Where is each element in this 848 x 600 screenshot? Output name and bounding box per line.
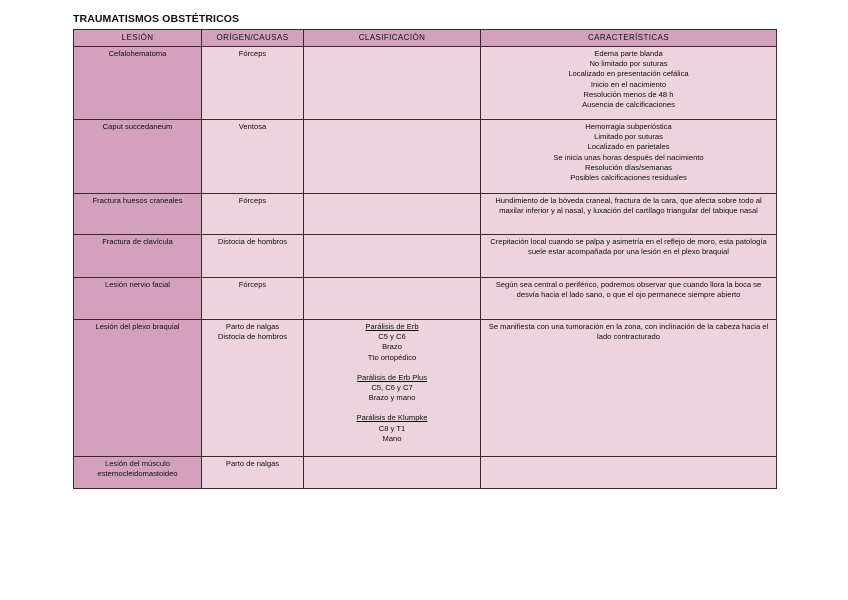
caracteristica-line: Según sea central o periférico, podremos observar que cuando llora la boca se desvía hacia el lado sano, o que el ojo permanece siempre abierto <box>495 280 762 300</box>
cell-caracteristicas <box>481 457 777 489</box>
table-row <box>74 278 777 320</box>
cell-lesion: Fractura huesos craneales <box>74 194 202 235</box>
table-row <box>74 457 777 489</box>
cell-lesion: Lesión nervio facial <box>74 278 202 320</box>
origen-line: Distocia de hombros <box>217 332 288 342</box>
clasificacion-group <box>307 373 477 404</box>
table-row <box>74 194 777 235</box>
caracteristica-line: Edema parte blanda <box>594 49 663 58</box>
clasificacion-item: Brazo y mano <box>368 393 416 403</box>
caracteristica-line: Se inicia unas horas después del nacimiento <box>553 152 704 162</box>
clasificacion-title: Parálisis de Erb <box>365 322 419 331</box>
clasificacion-item: Mano <box>382 433 402 443</box>
table-row <box>74 320 777 457</box>
cell-origen <box>202 320 304 457</box>
cell-caracteristicas <box>481 120 777 194</box>
trauma-table <box>73 29 777 489</box>
cell-clasificacion <box>304 320 481 457</box>
caracteristica-line: Se manifiesta con una tumoración en la zona, con inclinación de la cabeza hacia el lado contracturado <box>488 322 769 342</box>
origen-line: Fórceps <box>238 280 267 289</box>
clasificacion-item: C5, C6 y C7 <box>371 383 413 393</box>
cell-clasificacion <box>304 194 481 235</box>
cell-caracteristicas <box>481 47 777 120</box>
caracteristica-line: Localizado en presentación cefálica <box>568 69 689 79</box>
caracteristica-line: Limitado por suturas <box>594 132 663 142</box>
cell-lesion: Lesión del plexo braquial <box>74 320 202 457</box>
clasificacion-group <box>307 322 477 363</box>
table-row <box>74 120 777 194</box>
cell-caracteristicas <box>481 235 777 278</box>
caracteristica-line: Hemorragia subperióstica <box>585 122 672 131</box>
clasificacion-title: Parálisis de Erb Plus <box>356 372 428 382</box>
caracteristica-line: Localizado en parietales <box>587 142 670 152</box>
cell-caracteristicas <box>481 320 777 457</box>
clasificacion-item: C5 y C6 <box>378 332 406 342</box>
cell-origen <box>202 194 304 235</box>
cell-lesion: Caput succedaneum <box>74 120 202 194</box>
caracteristica-line: No limitado por suturas <box>589 59 668 69</box>
cell-caracteristicas <box>481 194 777 235</box>
caracteristica-line: Inicio en el nacimiento <box>590 79 667 89</box>
origen-line: Distocia de hombros <box>217 237 288 246</box>
origen-line: Parto de nalgas <box>225 459 280 468</box>
cell-lesion: Cefalohematoma <box>74 47 202 120</box>
clasificacion-title: Parálisis de Klumpke <box>356 413 428 423</box>
cell-caracteristicas <box>481 278 777 320</box>
cell-origen <box>202 278 304 320</box>
clasificacion-group <box>307 413 477 444</box>
caracteristica-line: Crepitación local cuando se palpa y asimetría en el reflejo de moro, esta patología suele estar acompañada por una lesión en el plexo braquial <box>490 237 767 257</box>
header-lesion: LESIÓN <box>74 30 202 47</box>
cell-origen <box>202 47 304 120</box>
cell-clasificacion <box>304 120 481 194</box>
origen-line: Fórceps <box>238 196 267 205</box>
clasificacion-item: C8 y T1 <box>378 423 406 433</box>
caracteristica-line: Hundimiento de la bóveda craneal, fractura de la cara, que afecta sobre todo al maxilar inferior y al nasal, y luxación del cartílago triangular del tabique nasal <box>495 196 762 216</box>
table-row <box>74 235 777 278</box>
document-title: TRAUMATISMOS OBSTÉTRICOS <box>73 13 240 25</box>
cell-origen <box>202 457 304 489</box>
cell-origen <box>202 235 304 278</box>
cell-clasificacion <box>304 457 481 489</box>
origen-line: Ventosa <box>238 122 267 131</box>
table-header-row <box>74 30 777 47</box>
caracteristica-line: Resolución días/semanas <box>585 162 672 172</box>
clasificacion-item: Tto ortopédico <box>367 352 417 362</box>
cell-lesion: Lesión del músculo esternocleidomastoideo <box>74 457 202 489</box>
cell-clasificacion <box>304 278 481 320</box>
cell-origen <box>202 120 304 194</box>
cell-lesion: Fractura de clavícula <box>74 235 202 278</box>
origen-line: Fórceps <box>238 49 267 58</box>
table-row <box>74 47 777 120</box>
header-clasificacion: CLASIFICACIÓN <box>304 30 481 47</box>
origen-line: Parto de nalgas <box>225 322 280 331</box>
header-caracteristicas: CARACTERÍSTICAS <box>481 30 777 47</box>
table-body <box>74 47 777 489</box>
caracteristica-line: Resolución menos de 48 h <box>583 89 674 99</box>
clasificacion-item: Brazo <box>382 342 402 352</box>
cell-clasificacion <box>304 47 481 120</box>
cell-clasificacion <box>304 235 481 278</box>
caracteristica-line: Posibles calcificaciones residuales <box>570 173 687 183</box>
header-origen: ORÍGEN/CAUSAS <box>202 30 304 47</box>
caracteristica-line: Ausencia de calcificaciones <box>582 100 675 110</box>
